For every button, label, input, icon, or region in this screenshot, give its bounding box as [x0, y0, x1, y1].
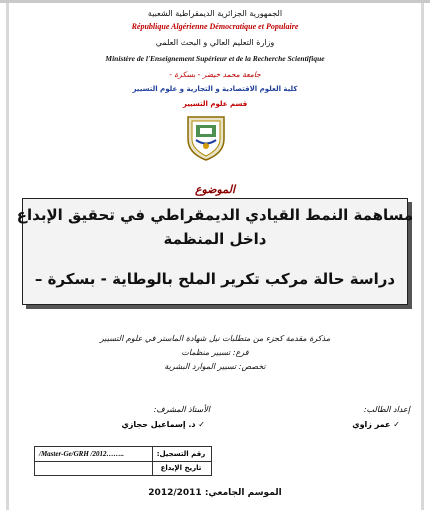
deposit-row	[35, 461, 211, 475]
memo-line-1: مذكرة مقدمة كجزء من متطلبات نيل شهادة الماستر في علوم التسيير	[99, 334, 331, 343]
student-name-row	[260, 420, 400, 429]
faculty-ar: كلية العلوم الاقتصادية و التجارية و علوم التسيير	[132, 85, 298, 93]
registration-row	[35, 447, 211, 462]
registration-value: /Master-Ge/GRH /2012……..	[39, 450, 124, 458]
title-line-2: داخل المنظمة	[163, 230, 267, 248]
checkmark-icon: ✓	[195, 420, 205, 429]
ministry-fr: Ministère de l'Enseignement Supérieur et de la Recherche Scientifique	[105, 54, 325, 63]
republic-fr: République Algérienne Démocratique et Populaire	[131, 22, 299, 31]
title-line-3: دراسة حالة مركب تكرير الملح بالوطاية - بسكرة –	[34, 270, 396, 288]
page-left-border	[6, 3, 9, 510]
department-ar: قسم علوم التسيير	[182, 100, 248, 108]
checkmark-icon: ✓	[390, 420, 400, 429]
deposit-value	[39, 461, 151, 475]
page-top-border	[0, 0, 430, 3]
student-label: إعداد الطالب:	[363, 405, 410, 414]
supervisor-name-row	[35, 420, 205, 429]
memo-line-2: فرع: تسيير منظمات	[181, 348, 249, 357]
university-ar: جامعة محمد خيضر - بسكرة -	[169, 70, 261, 79]
title-line-1: مساهمة النمط القيادي الديمقراطي في تحقيق الإبداع	[16, 206, 414, 224]
page-right-border	[421, 3, 424, 510]
supervisor-name: د. إسماعيل حجازي	[121, 420, 196, 429]
registration-table	[34, 446, 212, 476]
memo-line-3: تخصص: تسيير الموارد البشرية	[164, 362, 266, 371]
student-name: عمر زاوي	[352, 420, 391, 429]
subject-label: الموضوع	[194, 183, 236, 196]
deposit-label: تاريخ الإيداع	[152, 461, 209, 475]
academic-year: الموسم الجامعي: 2012/2011	[148, 488, 282, 498]
university-crest-logo	[182, 113, 230, 173]
registration-label: رقم التسجيل:	[152, 447, 209, 461]
republic-ar: الجمهورية الجزائرية الديمقراطية الشعبية	[147, 9, 283, 18]
supervisor-label: الأستاذ المشرف:	[153, 405, 210, 414]
ministry-ar: وزارة التعليم العالي و البحث العلمي	[155, 38, 275, 47]
